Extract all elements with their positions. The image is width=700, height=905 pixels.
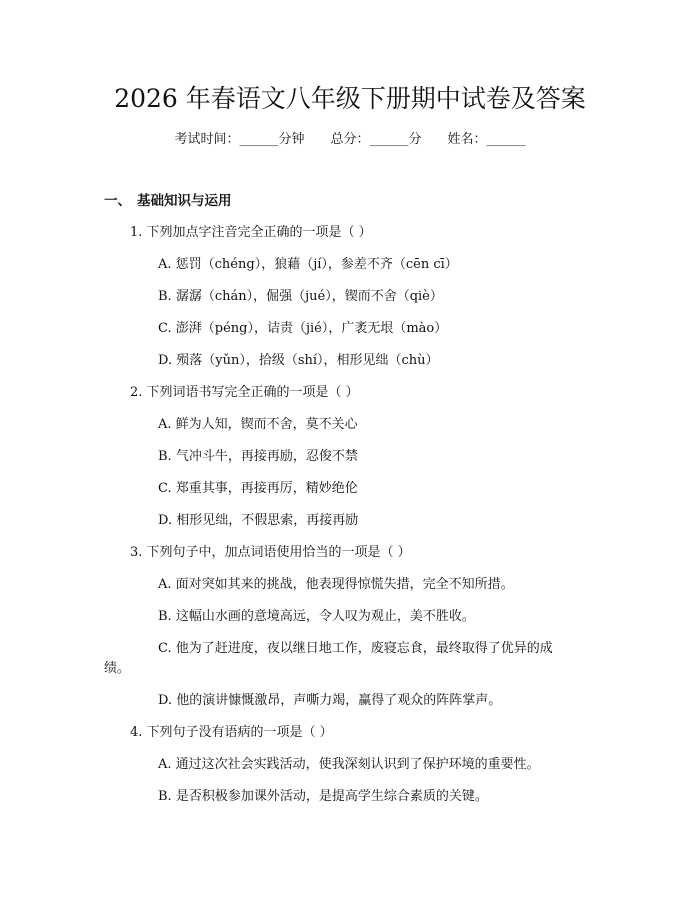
question-4-stem: 4. 下列句子没有语病的一项是（ ） [130, 725, 333, 740]
question-1-option-b: B. 潺潺（chán），倔强（jué），锲而不舍（qiè） [158, 289, 443, 304]
exam-title: 2026 年春语文八年级下册期中试卷及答案 [114, 84, 586, 113]
question-4-option-b: B. 是否积极参加课外活动，是提高学生综合素质的关键。 [158, 789, 488, 804]
exam-meta-line [0, 130, 700, 150]
section-heading [104, 190, 232, 212]
question-3-option-c: C. 他为了赶进度，夜以继日地工作，废寝忘食，最终取得了优异的成 [158, 641, 553, 656]
question-2-option-c: C. 郑重其事，再接再厉，精妙绝伦 [158, 481, 358, 496]
question-2-option-d: D. 相形见绌，不假思索，再接再励 [158, 513, 359, 528]
question-2-option-b: B. 气冲斗牛，再接再励，忍俊不禁 [158, 449, 358, 464]
question-2-stem: 2. 下列词语书写完全正确的一项是（ ） [130, 385, 359, 400]
question-3-option-b: B. 这幅山水画的意境高远，令人叹为观止，美不胜收。 [158, 609, 475, 624]
question-1-option-c: C. 澎湃（péng），诘责（jié），广袤无垠（mào） [158, 321, 448, 336]
question-2-option-a: A. 鲜为人知，锲而不舍，莫不关心 [158, 417, 358, 432]
question-1-option-a: A. 惩罚（chéng），狼藉（jí），参差不齐（cēn cī） [158, 257, 458, 272]
student-name-field: 姓名：______ [447, 132, 526, 147]
question-4-option-a: A. 通过这次社会实践活动，使我深刻认识到了保护环境的重要性。 [158, 757, 540, 772]
question-3-option-a: A. 面对突如其来的挑战，他表现得惊慌失措，完全不知所措。 [158, 577, 514, 592]
exam-time-field: 考试时间：______分钟 [174, 132, 305, 147]
section-title: 基础知识与运用 [137, 193, 232, 209]
section-number: 一、 [104, 193, 131, 209]
question-3-option-d: D. 他的演讲慷慨激昂，声嘶力竭，赢得了观众的阵阵掌声。 [158, 693, 502, 708]
question-1-option-d: D. 殒落（yǔn），拾级（shí），相形见绌（chù） [158, 353, 439, 368]
question-3-stem: 3. 下列句子中，加点词语使用恰当的一项是（ ） [130, 545, 411, 560]
total-score-field: 总分：______分 [330, 132, 422, 147]
question-1-stem: 1. 下列加点字注音完全正确的一项是（ ） [130, 225, 372, 240]
question-3-option-c-continuation: 绩。 [104, 661, 131, 676]
